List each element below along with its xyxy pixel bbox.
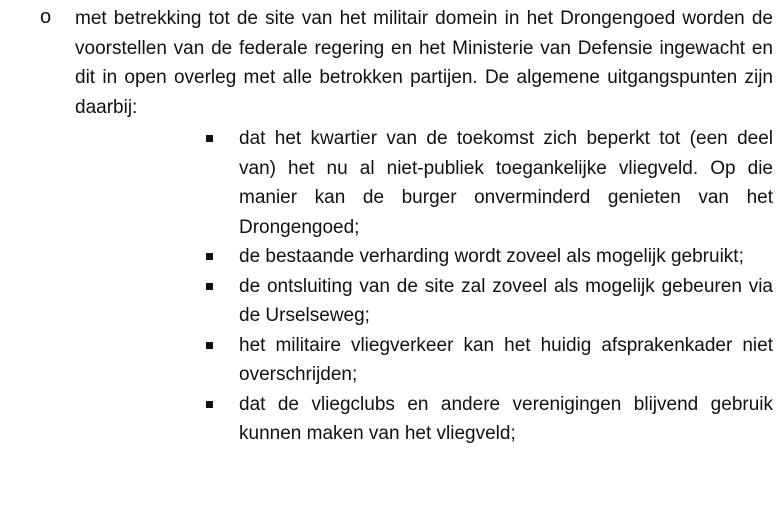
square-bullet-icon [206,401,213,408]
criteria-list [203,124,773,449]
list-item-text: de bestaande verharding wordt zoveel als mogelijk gebruikt; [239,246,744,267]
list-item-text: het militaire vliegverkeer kan het huidig afsprakenkader niet overschrijden; [239,334,773,385]
square-bullet-icon [206,253,213,260]
list-item [203,390,773,449]
list-item [203,124,773,242]
square-bullet-icon [206,342,213,349]
list-item [203,272,773,331]
list-item-text: dat de vliegclubs en andere verenigingen blijvend gebruik kunnen maken van het vliegveld; [239,393,773,444]
list-item-text: de ontsluiting van de site zal zoveel als mogelijk gebeuren via de Urselseweg; [239,275,773,326]
main-paragraph: met betrekking tot de site van het militair domein in het Drongengoed worden de voorstellen van de federale regering en het Ministerie van Defensie ingewacht en dit in open overleg met alle betrokken partijen. De algemene uitgangspunten zijn daarbij: [75,8,773,118]
list-item [203,331,773,390]
outer-bullet-marker: o [40,6,52,28]
list-item-text: dat het kwartier van de toekomst zich beperkt tot (een deel van) het nu al niet-publiek toegankelijke vliegveld. Op die manier kan de burger onverminderd genieten van het Drongengoed; [239,128,773,238]
square-bullet-icon [206,283,213,290]
list-item [203,242,773,272]
square-bullet-icon [206,135,213,142]
